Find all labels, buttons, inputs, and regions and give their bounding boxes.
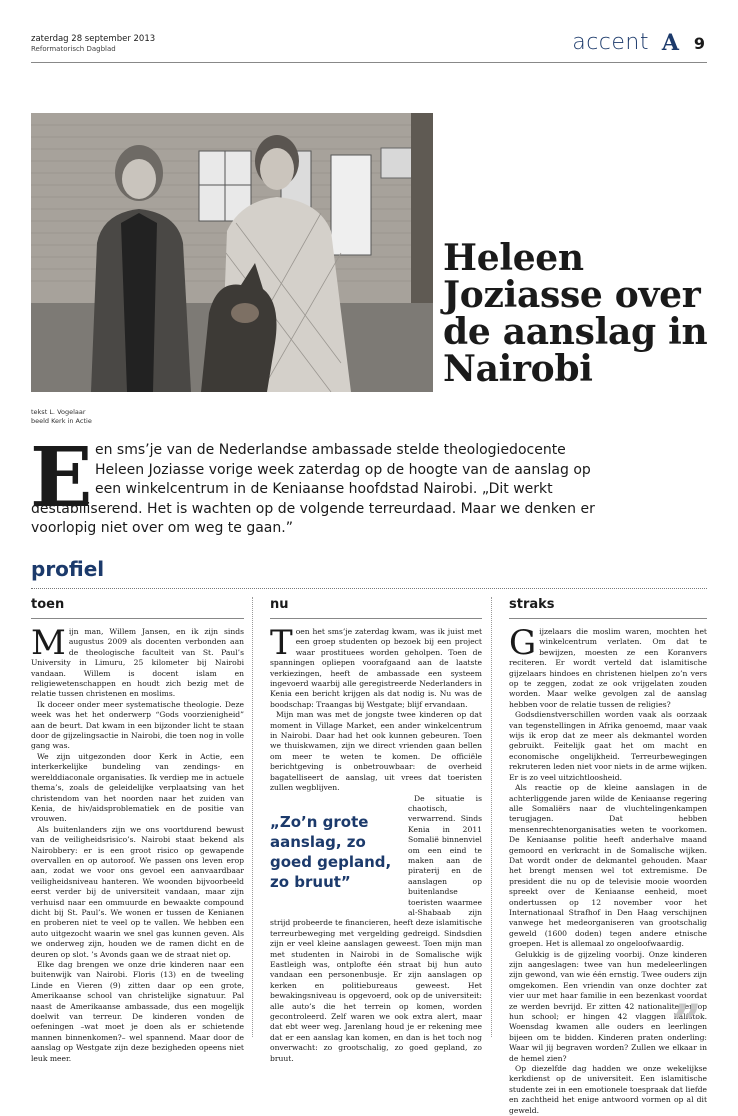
paragraph: Ik doceer onder meer systematische theologie. Deze week was het het onderwerp “Gods voorzienigheid” aan de beurt. Dat kwam in een bijzonder licht te staan door de gijzelingsactie in Nairobi, die toen nog in volle gang was. (31, 699, 244, 751)
column-separator (491, 597, 492, 1037)
column-rule (509, 618, 707, 619)
section-logo: A (661, 30, 679, 56)
column-heading: toen (31, 597, 65, 612)
profiel-divider (31, 588, 707, 589)
column-dropcap: G (509, 623, 537, 663)
paragraph: Godsdienstverschillen worden vaak als oorzaak van tegenstellingen in Afrika genoemd, maar vaak wijs ik erop dat ze meer als dekmantel worden gebruikt. Feitelijk gaat het om macht en economische ongelijkheid. Terreurbewegingen rekruteren leden niet voor niets in de arme wijken. Er is zo veel uitzichtloosheid. (509, 710, 707, 782)
newspaper-name: Reformatorisch Dagblad (31, 45, 116, 53)
photo-credit: beeld Kerk in Actie (31, 417, 92, 425)
article-intro (31, 441, 612, 539)
closing-quote-mark: ” (672, 994, 702, 1055)
paragraph: Toen het sms’je zaterdag kwam, was ik juist met een groep studenten op bezoek bij een project waar prostituees worden geholpen. Toen de spanningen opliepen voorafgaand aan de laatste verkiezingen, heeft de ambassade een systeem ingevoerd waarbij alle geregistreerde Nederlanders in Kenia een bericht krijgen als dat nodig is. Nu was de boodschap: Traangas bij Westgate; blijf ervandaan. (270, 623, 482, 709)
dropcap-spacer (31, 441, 95, 499)
paragraph: De situatie is chaotisch, verwarrend. Sinds Kenia in 2011 Somalië binnenviel om een eind te maken aan de piraterij en de aanslagen op buitenlandse toeristen waarmee al-Shabaab zijn strijd probeerde te financieren, heeft deze islamitische terreurbeweging met vergelding gedreigd. Sindsdien zijn er veel kleine aanslagen geweest. Toen mijn man met studenten in Nairobi in de Somalische wijk Eastleigh was, ontplofte één straat bij hun auto vandaan een personenbusje. Er zijn aanslagen op kerken en politiebureaus geweest. Het bewakingsniveau is opgevoerd, ook op de universiteit: alle auto’s die het terrein op komen, worden gecontroleerd. Zelf waren we ook extra alert, maar dat ebt weer weg. Jarenlang houd je er rekening mee dat er een aanslag kan komen, en dan is het toch nog onverwacht: zo grootschalig, zo goed gepland, zo bruut. (270, 794, 482, 1065)
column-dropcap: M (31, 623, 66, 663)
column-separator (252, 597, 253, 1037)
pull-quote: „Zo’n grote aanslag, zo goed gepland, zo bruut” (270, 813, 392, 891)
intro-text: en sms’je van de Nederlandse ambassade stelde theologiedocente Heleen Joziasse vorige week zaterdag op de hoogte van de aanslag op een winkelcentrum in de Keniaanse hoofdstad Nairobi. „Dit werkt destabiliserend. Het is wachten op de volgende terreurdaad. Maar we denken er voorlopig niet over om weg te gaan.” (31, 442, 595, 536)
column-rule (31, 618, 244, 619)
article-photo (31, 113, 433, 392)
column-heading: nu (270, 597, 289, 612)
intro-dropcap: E (30, 430, 93, 526)
page-header (31, 30, 707, 63)
paragraph: Gijzelaars die moslim waren, mochten het winkelcentrum verlaten. Om dat te bewijzen, moesten ze een Koranvers reciteren. Er wordt verteld dat islamitische gijzelaars hindoes en christenen hielpen zo’n vers op te zeggen, zodat ze ook vrijgelaten zouden worden. Maar welke gevolgen zal de aanslag hebben voor de relatie tussen de religies? (509, 623, 707, 709)
paragraph: We zijn uitgezonden door Kerk in Actie, een interkerkelijke bundeling van zendings- en werelddiaconale organisaties. Ik verdiep me in actuele thema’s, zoals de geleidelijke verplaatsing van het christendom van het noorden naar het zuiden van Kenia, de hiv/aidsproblematiek en de positie van vrouwen. (31, 751, 244, 824)
column-rule (270, 618, 482, 619)
page-number: 9 (693, 34, 705, 53)
paragraph: Mijn man was met de jongste twee kinderen op dat moment in Village Market, een ander winkelcentrum in Nairobi. Daar had het ook kunnen gebeuren. Toen we thuiskwamen, zijn we direct vrienden gaan bellen om meer te weten te komen. De officiële berichtgeving is onbetrouwbaar: de overheid bagatelliseert de aanslag, uit vrees dat toeristen zullen wegblijven. (270, 710, 482, 793)
section-name: accent (572, 30, 649, 55)
author-credit: tekst L. Vogelaar (31, 408, 86, 416)
paragraph: Mijn man, Willem Jansen, en ik zijn sinds augustus 2009 als docenten verbonden aan de theologische faculteit van St. Paul’s University in Limuru, 25 kilometer bij Nairobi vandaan. Willem is docent islam en religiewetenschappen en houdt zich bezig met de relatie tussen christenen en moslims. (31, 623, 244, 699)
column-body (31, 623, 244, 1064)
article-headline: Heleen Joziasse over de aanslag in Nairobi (443, 237, 708, 390)
paragraph: Elke dag brengen we onze drie kinderen naar een buitenwijk van Nairobi. Floris (13) en de tweeling Linde en Vieren (9) zitten daar op een grote, Amerikaanse school van christelijke signatuur. Pal naast de Amerikaanse ambassade, dus een mogelijk doelwit van terreur. De kinderen vonden de oefeningen –wat moet je doen als er schietende mannen binnenkomen?– wel spannend. Maar door de aanslag op Westgate zijn deze bezigheden opeens niet leuk meer. (31, 960, 244, 1063)
column-dropcap: T (270, 623, 293, 663)
profiel-label: profiel (31, 557, 105, 581)
column-toen (31, 597, 244, 1064)
paragraph: Gelukkig is de gijzeling voorbij. Onze kinderen zijn aangeslagen: twee van hun medeleerlingen zijn gewond, van wie één ernstig. Twee ouders zijn omgekomen. Een vriendin van onze dochter zat vier uur met haar familie in een bezenkast voordat ze werden bevrijd. Er zitten 42 nationaliteiten op hun school; er hingen 42 vlaggen halfstok. Woensdag kwamen alle ouders en leerlingen bijeen om te bidden. Kinderen praten onderling: Waar wil jij begraven worden? Zullen we elkaar in de hemel zien? (509, 949, 707, 1063)
column-heading: straks (509, 597, 555, 612)
paragraph: Als reactie op de kleine aanslagen in de achterliggende jaren wilde de Keniaanse regering alle Somaliërs naar de vluchtelingenkampen terugjagen. Dat hebben mensenrechtenorganisaties weten te voorkomen. De Keniaanse politie heeft anderhalve maand gemoord en verkracht in de Somalische wijken. Dat wordt onder de dekmantel gehouden. Maar het brengt mensen wel tot extremisme. De president die nu op de televisie mooie woorden spreekt over de Keniaanse eenheid, moet ondertussen op 12 november voor het Internationaal Strafhof in Den Haag verschijnen vanwege het medeorganiseren van grootschalig geweld (1600 doden) tegen andere etnische groepen. Het is allemaal zo ongeloofwaardig. (509, 783, 707, 949)
paragraph: Als buitenlanders zijn we ons voortdurend bewust van de veiligheidsrisico’s. Nairobi staat bekend als Nairobbery: er is een groot risico op gewapende overvallen en op autoroof. We passen ons leven erop aan, zodat we voor ons gevoel een aanvaardbaar veiligheidsniveau hanteren. We woonden bijvoorbeeld eerst verder bij de universiteit vandaan, maar zijn verhuisd naar een ommuurde en bewaakte compound dicht bij St. Paul’s. We wonen er tussen de Kenianen en proberen niet te veel op te vallen. We hebben een auto uitgezocht waarin we snel gas kunnen geven. Als we onderweg zijn, houden we de ramen dicht en de deuren op slot. ’s Avonds gaan we de straat niet op. (31, 824, 244, 959)
article-credits (31, 408, 92, 426)
issue-date: zaterdag 28 september 2013 (31, 34, 156, 44)
paragraph: Op diezelfde dag hadden we onze wekelijkse kerkdienst op de universiteit. Een islamitische studente zei in een emotionele toespraak dat liefde en zachtheid het enige antwoord vormen op al dit geweld. (509, 1064, 707, 1115)
